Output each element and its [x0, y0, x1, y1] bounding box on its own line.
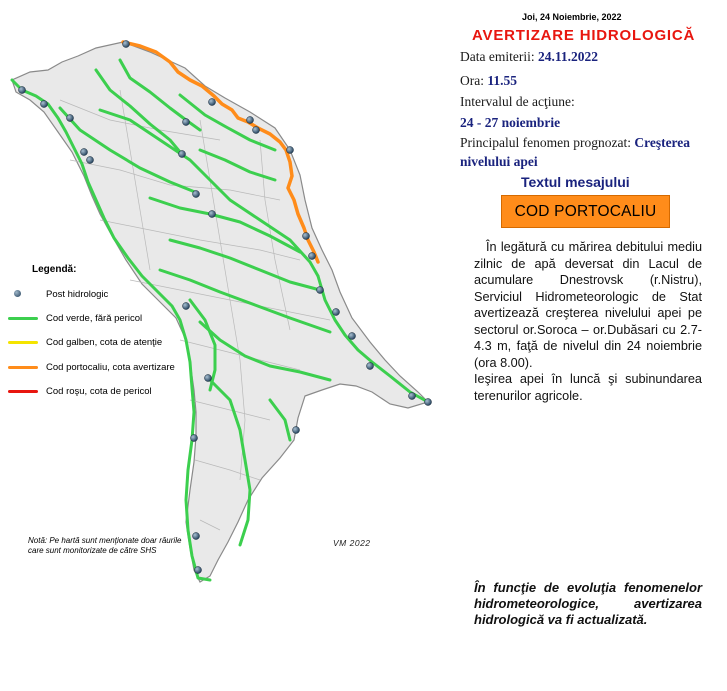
station [195, 567, 202, 574]
legend-label: Cod roşu, cota de pericol [46, 385, 152, 397]
legend-title: Legendă: [32, 264, 77, 275]
station [253, 127, 260, 134]
legend-label: Cod verde, fără pericol [46, 312, 143, 324]
station [317, 287, 324, 294]
station [183, 303, 190, 310]
station [205, 375, 212, 382]
issue-time-value: 11.55 [487, 73, 518, 88]
warning-message [474, 239, 702, 404]
message-paragraph-1: În legătură cu mărirea debitului mediu zilnic de apă deversat din Lacul de acumulare Dnestrovsk (r.Nistru), Serviciul Hidrometeorologic de Stat avertizează creşterea nivelului apei pe sectorul or.Soroca – or.Dubăsari cu 2.7-4.3 m, faţă de nivelul din 24 noiembrie (ora 8.00). [474, 240, 702, 370]
legend-label: Cod portocaliu, cota avertizare [46, 361, 175, 373]
station [303, 233, 310, 240]
station [309, 253, 316, 260]
issue-date-value: 24.11.2022 [537, 49, 598, 64]
issue-time-label: Ora: [460, 73, 484, 88]
station-dot-icon [6, 287, 40, 301]
station [191, 435, 198, 442]
date-line: Joi, 24 Noiembrie, 2022 [522, 12, 622, 22]
station [19, 87, 26, 94]
station [209, 99, 216, 106]
warning-code-label: COD PORTOCALIU [514, 202, 657, 220]
legend-item-green [6, 311, 142, 325]
station [349, 333, 356, 340]
station [81, 149, 88, 156]
phenomenon-line-2 [460, 152, 538, 172]
phenomenon-value-2: nivelului apei [460, 154, 538, 169]
station [183, 119, 190, 126]
legend-item-station [6, 287, 108, 301]
issue-time [460, 71, 517, 91]
legend-item-red [6, 384, 152, 398]
station [333, 309, 340, 316]
legend-label: Post hidrologic [46, 288, 109, 300]
red-line-icon [6, 384, 40, 398]
station [41, 101, 48, 108]
station [193, 191, 200, 198]
message-section-title: Textul mesajului [521, 174, 630, 190]
green-line-icon [6, 311, 40, 325]
message-paragraph-2: Ieşirea apei în luncă şi subinundarea terenurilor agricole. [474, 372, 702, 403]
map-signature: VM 2022 [333, 538, 371, 548]
legend-item-orange [6, 360, 175, 374]
phenomenon-value-1: Creşterea [634, 135, 691, 150]
update-note: În funcţie de evoluţia fenomenelor hidrometeorologice, avertizarea hidrologică va fi actualizată. [474, 580, 702, 627]
station [409, 393, 416, 400]
station [293, 427, 300, 434]
warning-code-badge [501, 195, 670, 228]
action-interval-label: Intervalul de acţiune: [460, 94, 575, 109]
interval-value: 24 - 27 noiembrie [460, 115, 561, 130]
legend-item-yellow [6, 335, 162, 349]
issue-date [460, 47, 598, 67]
station [209, 211, 216, 218]
station [179, 151, 186, 158]
legend-label: Cod galben, cota de atenţie [46, 336, 163, 348]
page-title: AVERTIZARE HIDROLOGICĂ [472, 27, 696, 44]
station [425, 399, 432, 406]
map-note: Notă: Pe hartă sunt menţionate doar râurile care sunt monitorizate de către SHS [28, 536, 182, 555]
phenomenon [460, 133, 690, 153]
phenomenon-label: Principalul fenomen prognozat: [460, 135, 631, 150]
orange-line-icon [6, 360, 40, 374]
issue-date-label: Data emiterii: [460, 49, 535, 64]
station [123, 41, 130, 48]
action-interval-value [460, 113, 560, 133]
station [87, 157, 94, 164]
station [287, 147, 294, 154]
station [367, 363, 374, 370]
station [67, 115, 74, 122]
yellow-line-icon [6, 335, 40, 349]
station [247, 117, 254, 124]
